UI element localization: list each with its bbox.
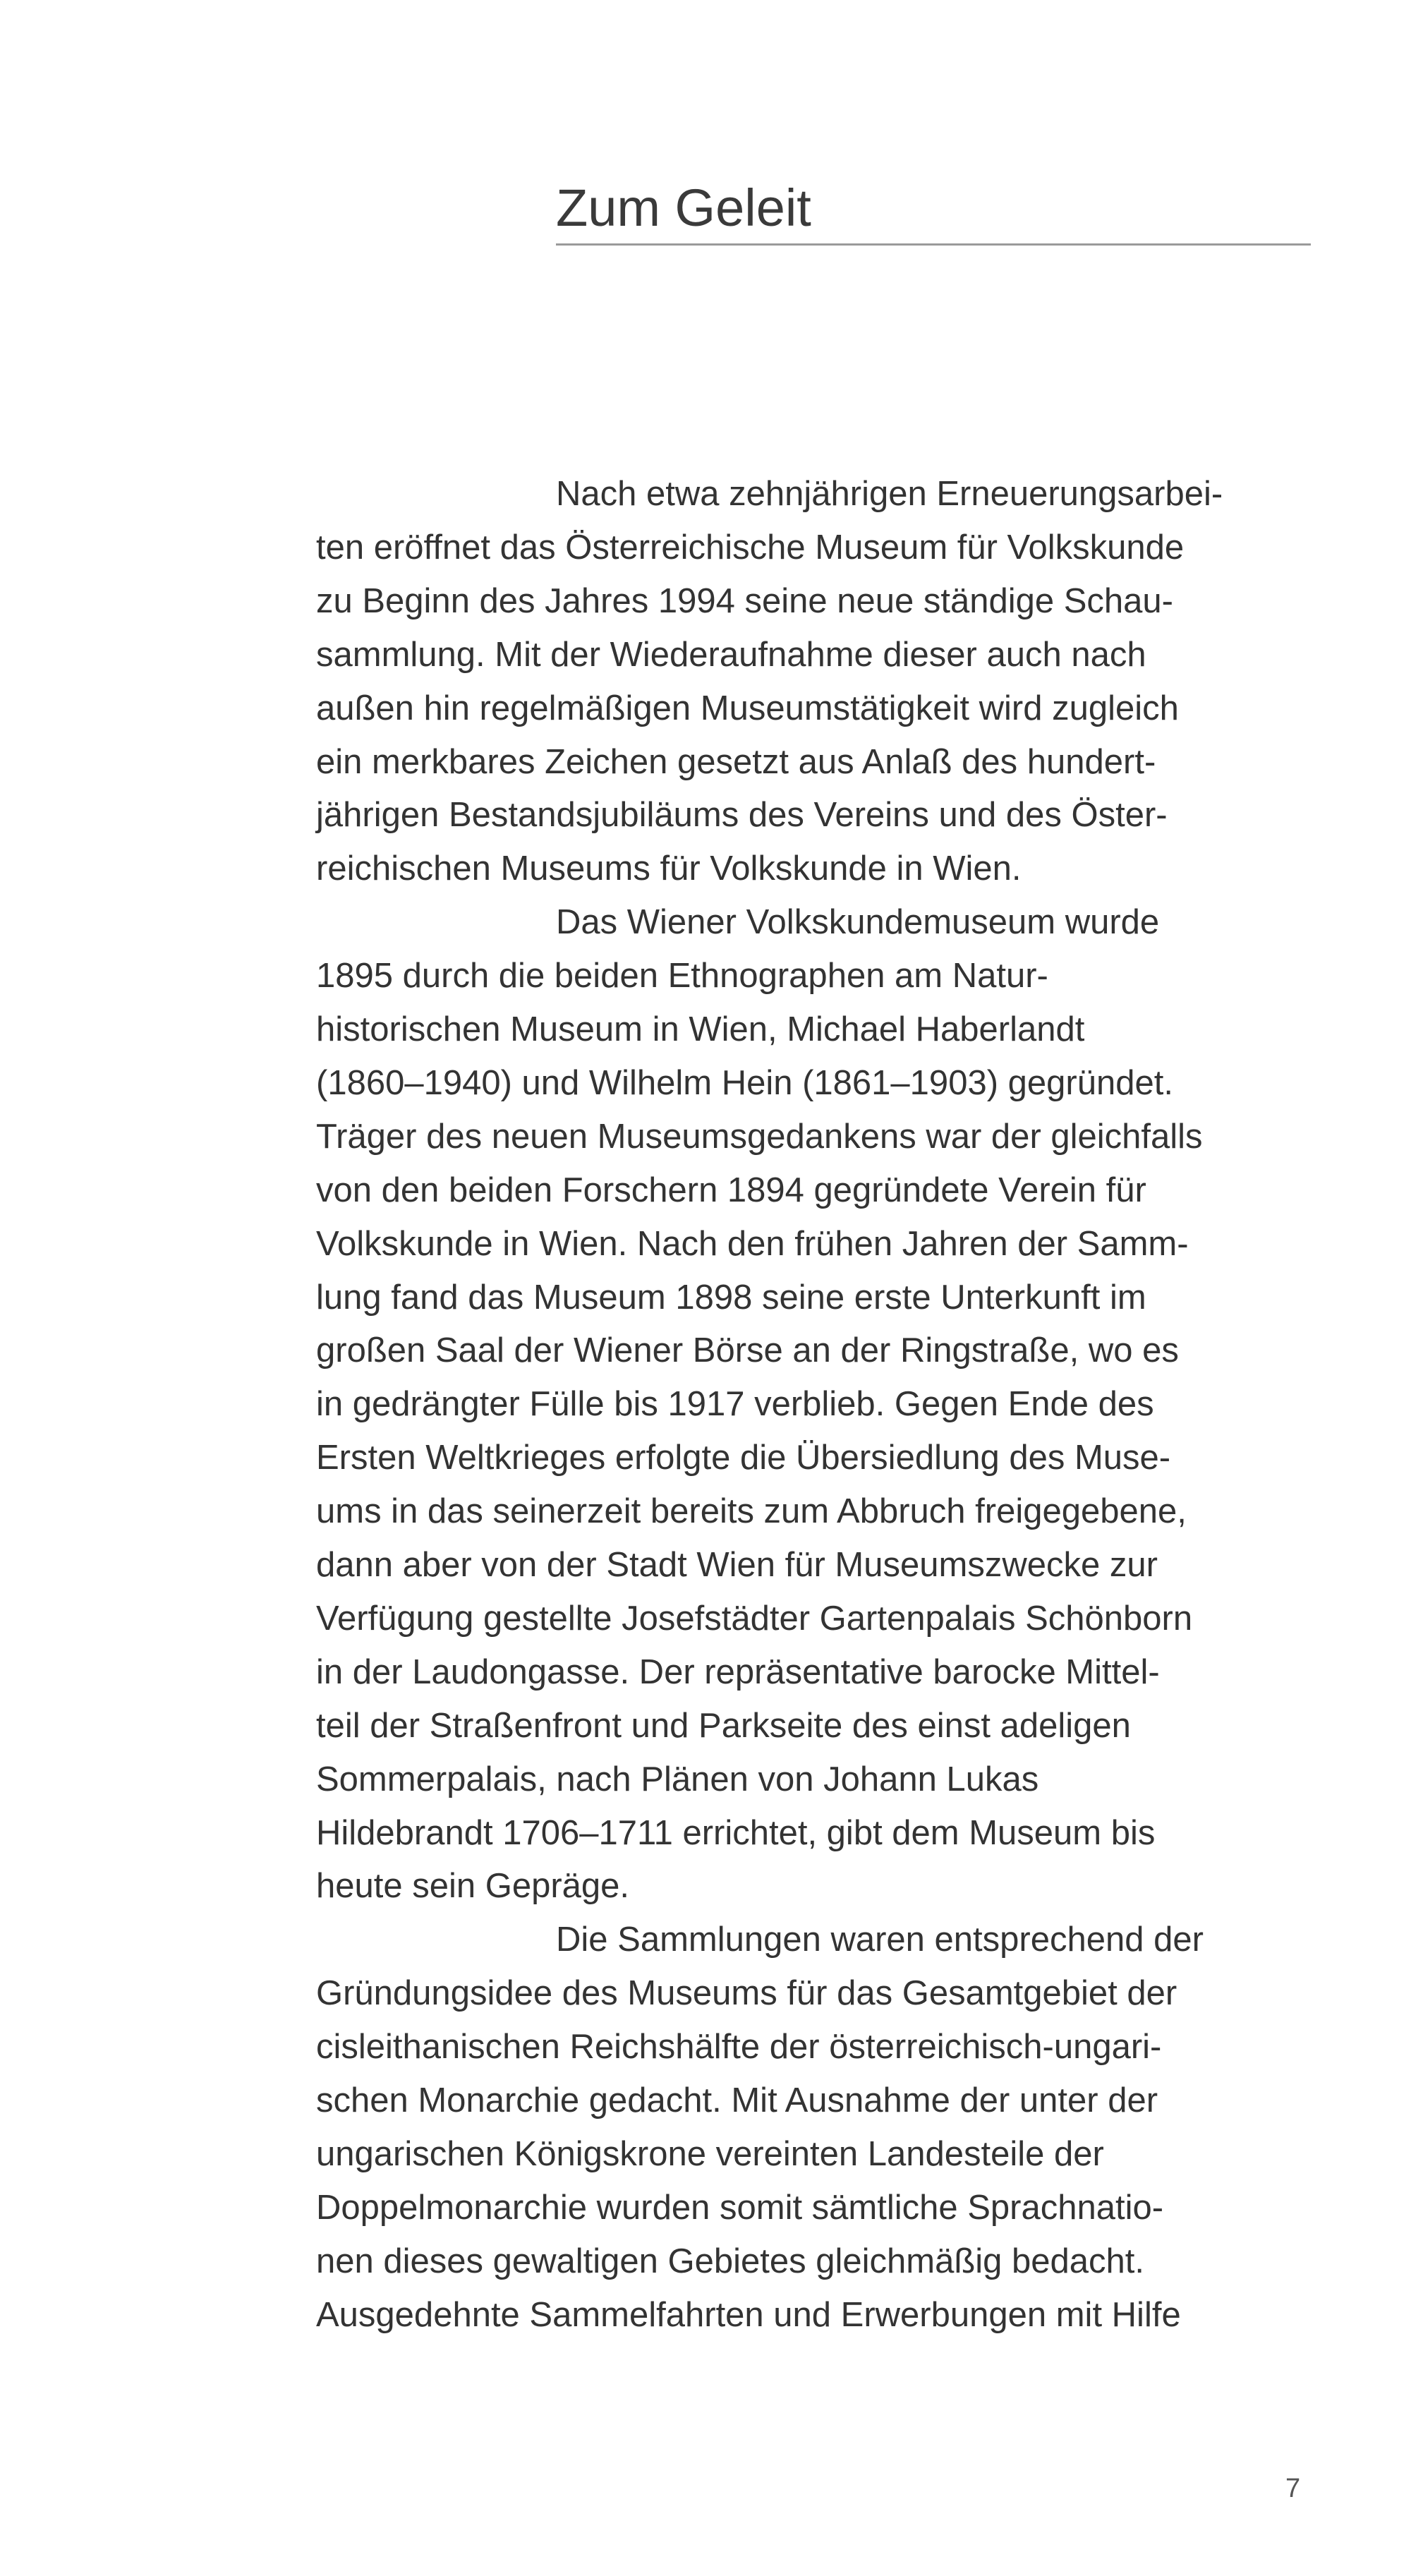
text-line: Verfügung gestellte Josefstädter Gartenpalais Schönborn: [316, 1599, 1193, 1638]
text-line: außen hin regelmäßigen Museumstätigkeit wird zugleich: [316, 689, 1179, 727]
text-line: (1860–1940) und Wilhelm Hein (1861–1903) gegründet.: [316, 1063, 1173, 1102]
text-line: Träger des neuen Museumsgedankens war der gleichfalls: [316, 1117, 1203, 1156]
text-line: Ersten Weltkrieges erfolgte die Übersiedlung des Muse-: [316, 1439, 1171, 1477]
text-line: Volkskunde in Wien. Nach den frühen Jahren der Samm-: [316, 1224, 1189, 1263]
text-line: Doppelmonarchie wurden somit sämtliche Sprachnatio-: [316, 2188, 1164, 2227]
text-line: nen dieses gewaltigen Gebietes gleichmäßig bedacht.: [316, 2242, 1145, 2280]
text-line: dann aber von der Stadt Wien für Museumszwecke zur: [316, 1546, 1158, 1584]
text-line: ein merkbares Zeichen gesetzt aus Anlaß des hundert-: [316, 742, 1156, 781]
text-line: Nach etwa zehnjährigen Erneuerungsarbei-: [556, 475, 1223, 513]
text-line: cisleithanischen Reichshälfte der österreichisch-ungari-: [316, 2028, 1162, 2067]
text-line: Ausgedehnte Sammelfahrten und Erwerbungen mit Hilfe: [316, 2295, 1181, 2334]
text-line: Hildebrandt 1706–1711 errichtet, gibt dem Museum bis: [316, 1813, 1156, 1852]
text-line: in gedrängter Fülle bis 1917 verblieb. Gegen Ende des: [316, 1385, 1154, 1424]
text-line: sammlung. Mit der Wiederaufnahme dieser auch nach: [316, 635, 1146, 674]
chapter-title: Zum Geleit: [556, 179, 811, 237]
text-line: Gründungsidee des Museums für das Gesamtgebiet der: [316, 1974, 1177, 2013]
text-line: teil der Straßenfront und Parkseite des einst adeligen: [316, 1706, 1131, 1745]
text-line: heute sein Gepräge.: [316, 1867, 630, 1906]
body-text: [316, 471, 1318, 2348]
text-line: schen Monarchie gedacht. Mit Ausnahme der unter der: [316, 2081, 1158, 2120]
text-line: jährigen Bestandsjubiläums des Vereins und des Öster-: [316, 796, 1168, 835]
text-line: ums in das seinerzeit bereits zum Abbruch freigegebene,: [316, 1492, 1187, 1531]
text-line: historischen Museum in Wien, Michael Haberlandt: [316, 1010, 1085, 1048]
chapter-heading: [556, 176, 1311, 246]
text-line: Das Wiener Volkskundemuseum wurde: [556, 903, 1160, 942]
text-line: ten eröffnet das Österreichische Museum für Volkskunde: [316, 528, 1185, 567]
text-line: 1895 durch die beiden Ethnographen am Natur-: [316, 957, 1048, 996]
text-line: ungarischen Königskrone vereinten Landesteile der: [316, 2134, 1104, 2173]
text-line: Die Sammlungen waren entsprechend der: [556, 1921, 1204, 1959]
page-number: 7: [1285, 2474, 1301, 2503]
text-line: Sommerpalais, nach Plänen von Johann Lukas: [316, 1760, 1039, 1798]
text-line: lung fand das Museum 1898 seine erste Unterkunft im: [316, 1278, 1146, 1317]
text-line: zu Beginn des Jahres 1994 seine neue ständige Schau-: [316, 581, 1173, 620]
text-line: großen Saal der Wiener Börse an der Ringstraße, wo es: [316, 1331, 1179, 1370]
text-line: reichischen Museums für Volkskunde in Wien.: [316, 849, 1022, 888]
text-line: in der Laudongasse. Der repräsentative barocke Mittel-: [316, 1652, 1160, 1691]
text-line: von den beiden Forschern 1894 gegründete Verein für: [316, 1171, 1146, 1209]
